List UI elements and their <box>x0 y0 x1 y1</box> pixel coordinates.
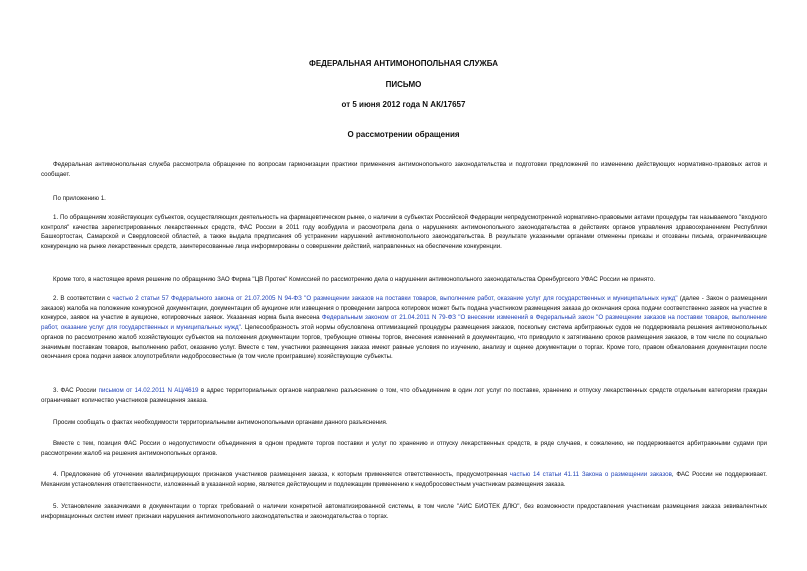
law-94fz-part2-art57-link[interactable]: частью 2 статьи 57 Федерального закона от 21.07.2005 N 94-ФЗ "О размещении заказов на поставки товаров, выполнение работ, оказание услуг для государственных и муниципальных нужд" <box>112 295 678 302</box>
paragraph-3 <box>41 386 767 405</box>
paragraph-3-text-1: 3. ФАС России <box>53 387 99 394</box>
paragraph-4 <box>41 470 767 489</box>
paragraph-2 <box>41 294 767 362</box>
law-79fz-link[interactable]: Федеральным законом от 21.04.2011 N 79-ФЗ "О внесении изменений в Федеральный закон "О размещении заказов на поставки товаров, выполнение работ, оказание услуг для государственных и муниципальных нужд" <box>41 314 767 332</box>
intro-paragraph: Федеральная антимонопольная служба рассмотрела обращение по вопросам гармонизации практики применения антимонопольного законодательства и подготовки предложений по изменению действующих нормативно-правовых актов и сообщает. <box>41 161 767 178</box>
paragraph-5: 5. Установление заказчиками в документации о торгах требований о наличии конкретной автоматизированной системы, в том числе "АИС БИОТЕК ДЛЮ", без возможности предоставления участникам размещения заказа эквивалентных информационных систем имеет признаки нарушения антимонопольного законодательства и законодательства о торгах. <box>41 503 767 520</box>
paragraph-2-text-2: (далее - Закон о размещении заказов) жалоба на положение конкурсной документации, документации об аукционе или извещения о проведении запроса котировок может быть подана участником размещения заказа до окончания срока подачи соответственно заявок на участие в конкурсе, заявок на участие в аукционе, котировочных заявок. Указанная норма была внесена <box>41 295 767 322</box>
part14-art41-11-link[interactable]: частью 14 статьи 41.11 Закона о размещении заказов <box>509 471 672 478</box>
however-paragraph: Вместе с тем, позиция ФАС России о недопустимости объединения в одном предмете торгов поставки и услуг по хранению и отпуску лекарственных средств, в ряде случаев, к сожалению, не поддерживается арбитражными судами при рассмотрении жалоб на решения антимонопольных органов. <box>41 440 767 457</box>
document-type-heading: ПИСЬМО <box>385 80 422 89</box>
paragraph-4-text-1: 4. Предложение об уточнении квалифицирующих признаков участников размещения заказа, к которым применяется ответственность, предусмотренная <box>53 471 510 478</box>
request-paragraph: Просим сообщать о фактах необходимости территориальными антимонопольными органами данного разъяснения. <box>53 419 388 426</box>
paragraph-4-text-2: , ФАС России не поддерживает. Механизм установления ответственности, изложенный в указанной норме, является действующим и подлежащим применению к недобросовестным участникам размещения заказа. <box>41 471 767 488</box>
paragraph-2-text-1: 2. В соответствии с <box>53 295 113 302</box>
document-subject-heading: О рассмотрении обращения <box>347 130 460 139</box>
agency-heading: ФЕДЕРАЛЬНАЯ АНТИМОНОПОЛЬНАЯ СЛУЖБА <box>309 59 498 68</box>
paragraph-2-text-3: . Целесообразность этой нормы обусловлена оптимизацией процедуры размещения заказов, поскольку система арбитражных судов не поддерживала решения антимонопольных органов по рассмотрению жалоб хозяйствующих субъектов на положения документации торгов, требующие отмены торгов, внесения изменений в документацию, что приводило к затягиванию сроков размещения заказов, в том числе по социально значимым поставкам товаров, выполнению работ, оказанию услуг. Вместе с тем, участники размещения заказа имеют равные условия по изучению, анализу и оценке документации о торгах. Кроме того, правом обжалования документации после окончания срока подачи заявок злоупотребляли недобросовестные (в том числе проигравшие) хозяйствующие субъекты. <box>41 324 767 361</box>
letter-ac4619-link[interactable]: письмом от 14.02.2011 N АЦ/4619 <box>98 387 199 394</box>
appendix-paragraph: По приложению 1. <box>53 195 106 202</box>
paragraph-3-text-2: в адрес территориальных органов направлено разъяснение о том, что объединение в один лот услуг по поставке, хранению и отпуску лекарственных средств отдельным категориям граждан ограничивает количество участников размещения заказа. <box>41 387 767 404</box>
document-date-heading: от 5 июня 2012 года N АК/17657 <box>341 100 466 109</box>
paragraph-1: 1. По обращениям хозяйствующих субъектов, осуществляющих деятельность на фармацевтическом рынке, о наличии в субъектах Российской Федерации непредусмотренной нормативно-правовыми актами процедуры так называемого "входного контроля" качества зарегистрированных лекарственных средств, ФАС России в 2011 году возбудила и рассмотрела дела о нарушениях антимонопольного законодательства в действиях органов управления здравоохранением Республики Башкортостан, Самарской и Свердловской областей, а также выдала предписания об устранении нарушений антимонопольного законодательства. В результате указанными органами отменены приказы и отозваны письма, ограничивающие конкуренцию на рынке лекарственных средств, заинтересованные лица информированы о совершении действий, направленных на обеспечение конкуренции. <box>41 214 767 251</box>
decision-paragraph: Кроме того, в настоящее время решение по обращению ЗАО Фирма "ЦВ Протек" Комиссией по рассмотрению дела о нарушении антимонопольного законодательства Оренбургского УФАС России не принято. <box>53 276 656 283</box>
